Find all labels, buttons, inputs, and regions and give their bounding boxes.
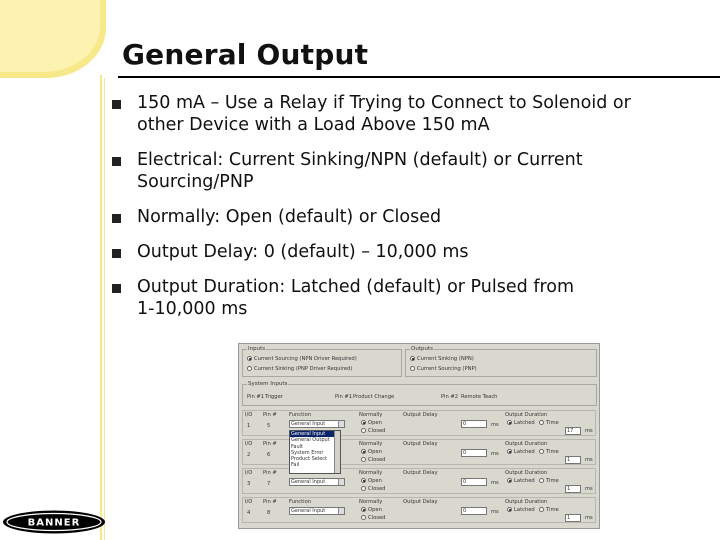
pin1-value: Trigger <box>265 394 283 400</box>
function-select[interactable] <box>289 478 345 486</box>
io-settings-panel <box>238 343 600 529</box>
left-accent-line-inner <box>104 78 105 540</box>
latched-option[interactable] <box>507 449 535 455</box>
bullet-square-icon <box>112 284 121 293</box>
inputs-group-title: Inputs <box>248 346 266 352</box>
output-duration-label: Output Duration <box>505 441 548 447</box>
ms-label: ms <box>491 451 499 457</box>
output-delay-input[interactable] <box>461 420 487 428</box>
pin-label: Pin # <box>263 412 277 418</box>
time-option[interactable] <box>539 420 559 426</box>
radio-selected-icon[interactable] <box>507 478 512 483</box>
function-label: Function <box>289 412 312 418</box>
pin1b-label: Pin #1 <box>335 394 353 400</box>
normally-label: Normally <box>359 470 383 476</box>
function-label: Function <box>289 499 312 505</box>
io-label: I/O <box>245 412 253 418</box>
output-delay-label: Output Delay <box>403 470 438 476</box>
title-underline <box>118 76 720 78</box>
latched-option[interactable] <box>507 507 535 513</box>
chevron-down-icon[interactable] <box>338 508 344 514</box>
bullet-text: 150 mA – Use a Relay if Trying to Connect to Solenoid or other Device with a Load Above 150 mA <box>137 93 631 135</box>
output-delay-label: Output Delay <box>403 499 438 505</box>
duration-value: 1 <box>567 486 571 492</box>
open-label: Open <box>368 478 382 484</box>
open-label: Open <box>368 507 382 513</box>
pin2-value: Remote Teach <box>461 394 498 400</box>
bullet-item <box>112 241 712 263</box>
io-number: 4 <box>247 510 251 516</box>
duration-value: 17 <box>567 428 574 434</box>
dropdown-option[interactable]: Fail <box>291 462 300 469</box>
time-label: Time <box>546 449 559 455</box>
radio-selected-icon[interactable] <box>507 449 512 454</box>
bullet-square-icon <box>112 100 121 109</box>
function-value: General Input <box>291 479 326 485</box>
radio-selected-icon[interactable] <box>507 420 512 425</box>
output-delay-input[interactable] <box>461 478 487 486</box>
radio-selected-icon[interactable] <box>361 420 366 425</box>
open-label: Open <box>368 420 382 426</box>
io-label: I/O <box>245 470 253 476</box>
latched-label: Latched <box>514 507 535 513</box>
io-label: I/O <box>245 441 253 447</box>
open-option[interactable] <box>361 507 382 513</box>
dropdown-scrollbar[interactable] <box>334 431 340 473</box>
bullet-text: Electrical: Current Sinking/NPN (default) or Current Sourcing/PNP <box>137 150 583 192</box>
output-duration-label: Output Duration <box>505 412 548 418</box>
dropdown-option[interactable]: Product Select <box>291 456 327 463</box>
system-inputs-title: System Inputs <box>248 381 288 387</box>
system-inputs-group <box>242 381 597 406</box>
ms-label: ms <box>585 486 593 492</box>
latched-label: Latched <box>514 420 535 426</box>
pin1-label: Pin #1 <box>247 394 265 400</box>
output-delay-input[interactable] <box>461 449 487 457</box>
io-number: 1 <box>247 423 251 429</box>
function-value: General Input <box>291 421 326 427</box>
time-option[interactable] <box>539 449 559 455</box>
io-row-4 <box>242 497 596 523</box>
input-sourcing-option[interactable] <box>247 356 357 362</box>
duration-input[interactable] <box>565 485 581 493</box>
logo-text: BANNER <box>27 517 81 529</box>
open-option[interactable] <box>361 420 382 426</box>
radio-icon[interactable] <box>247 366 252 371</box>
closed-option[interactable] <box>361 457 385 463</box>
output-duration-label: Output Duration <box>505 470 548 476</box>
bullet-text: Normally: Open (default) or Closed <box>137 207 442 227</box>
pin-number: 8 <box>267 510 271 516</box>
duration-value: 1 <box>567 515 571 521</box>
output-delay-label: Output Delay <box>403 441 438 447</box>
output-sourcing-label: Current Sourcing (PNP) <box>417 366 477 372</box>
function-value: General Input <box>291 508 326 514</box>
time-option[interactable] <box>539 478 559 484</box>
radio-selected-icon[interactable] <box>361 449 366 454</box>
radio-selected-icon[interactable] <box>410 356 415 361</box>
ms-label: ms <box>491 509 499 515</box>
pin-label: Pin # <box>263 470 277 476</box>
slide-title: General Output <box>122 38 369 71</box>
radio-selected-icon[interactable] <box>507 507 512 512</box>
bullet-item <box>112 149 712 193</box>
output-sourcing-option[interactable] <box>410 366 477 372</box>
dropdown-option[interactable]: General Output <box>291 437 330 444</box>
bullet-item <box>112 92 712 136</box>
radio-icon[interactable] <box>361 486 366 491</box>
closed-label: Closed <box>368 486 386 492</box>
input-sinking-label: Current Sinking (PNP Driver Required) <box>254 366 353 372</box>
pin2-label: Pin #2 <box>441 394 459 400</box>
normally-label: Normally <box>359 441 383 447</box>
chevron-down-icon[interactable] <box>338 479 344 485</box>
left-accent-line <box>100 75 102 540</box>
duration-input[interactable] <box>565 427 581 435</box>
radio-icon[interactable] <box>539 507 544 512</box>
inputs-group <box>242 346 402 377</box>
dropdown-option[interactable]: System Error <box>291 449 324 456</box>
ms-label: ms <box>585 457 593 463</box>
pin1b-value: Product Change <box>353 394 395 400</box>
bullet-square-icon <box>112 214 121 223</box>
ms-label: ms <box>491 480 499 486</box>
pin-number: 5 <box>267 423 271 429</box>
bullet-square-icon <box>112 157 121 166</box>
closed-label: Closed <box>368 457 386 463</box>
io-number: 2 <box>247 452 251 458</box>
radio-selected-icon[interactable] <box>247 356 252 361</box>
time-label: Time <box>546 420 559 426</box>
duration-input[interactable] <box>565 456 581 464</box>
bullet-text: Output Delay: 0 (default) – 10,000 ms <box>137 242 469 262</box>
outputs-group <box>405 346 597 377</box>
output-delay-value: 0 <box>463 450 467 456</box>
pin-label: Pin # <box>263 499 277 505</box>
radio-icon[interactable] <box>361 457 366 462</box>
ms-label: ms <box>585 428 593 434</box>
radio-icon[interactable] <box>539 478 544 483</box>
latched-label: Latched <box>514 478 535 484</box>
time-label: Time <box>546 478 559 484</box>
bullet-list <box>112 92 712 333</box>
function-dropdown-list[interactable] <box>289 430 341 474</box>
time-label: Time <box>546 507 559 513</box>
bullet-square-icon <box>112 249 121 258</box>
radio-selected-icon[interactable] <box>361 478 366 483</box>
output-delay-input[interactable] <box>461 507 487 515</box>
radio-icon[interactable] <box>361 515 366 520</box>
bullet-item <box>112 276 712 320</box>
chevron-down-icon[interactable] <box>338 421 344 427</box>
dropdown-option[interactable]: General Input <box>290 431 340 437</box>
outputs-group-title: Outputs <box>411 346 433 352</box>
banner-logo <box>2 510 106 534</box>
output-sinking-option[interactable] <box>410 356 474 362</box>
closed-option[interactable] <box>361 515 385 521</box>
function-select[interactable] <box>289 507 345 515</box>
input-sinking-option[interactable] <box>247 366 352 372</box>
closed-label: Closed <box>368 515 386 521</box>
bullet-item <box>112 206 712 228</box>
radio-icon[interactable] <box>539 449 544 454</box>
pin-number: 7 <box>267 481 271 487</box>
latched-label: Latched <box>514 449 535 455</box>
pin-number: 6 <box>267 452 271 458</box>
radio-icon[interactable] <box>361 428 366 433</box>
io-label: I/O <box>245 499 253 505</box>
radio-selected-icon[interactable] <box>361 507 366 512</box>
latched-option[interactable] <box>507 478 535 484</box>
io-number: 3 <box>247 481 251 487</box>
duration-input[interactable] <box>565 514 581 522</box>
closed-option[interactable] <box>361 486 385 492</box>
open-label: Open <box>368 449 382 455</box>
ms-label: ms <box>585 515 593 521</box>
closed-option[interactable] <box>361 428 385 434</box>
radio-icon[interactable] <box>539 420 544 425</box>
open-option[interactable] <box>361 478 382 484</box>
dropdown-option[interactable]: Fault <box>291 443 303 450</box>
output-delay-value: 0 <box>463 479 467 485</box>
function-select[interactable] <box>289 420 345 428</box>
output-duration-label: Output Duration <box>505 499 548 505</box>
normally-label: Normally <box>359 499 383 505</box>
output-sinking-label: Current Sinking (NPN) <box>417 356 474 362</box>
input-sourcing-label: Current Sourcing (NPN Driver Required) <box>254 356 357 362</box>
pin-label: Pin # <box>263 441 277 447</box>
ms-label: ms <box>491 422 499 428</box>
normally-label: Normally <box>359 412 383 418</box>
output-delay-label: Output Delay <box>403 412 438 418</box>
time-option[interactable] <box>539 507 559 513</box>
latched-option[interactable] <box>507 420 535 426</box>
output-delay-value: 0 <box>463 421 467 427</box>
output-delay-value: 0 <box>463 508 467 514</box>
radio-icon[interactable] <box>410 366 415 371</box>
closed-label: Closed <box>368 428 386 434</box>
bullet-text: Output Duration: Latched (default) or Pulsed from 1-10,000 ms <box>137 277 575 319</box>
open-option[interactable] <box>361 449 382 455</box>
duration-value: 1 <box>567 457 571 463</box>
